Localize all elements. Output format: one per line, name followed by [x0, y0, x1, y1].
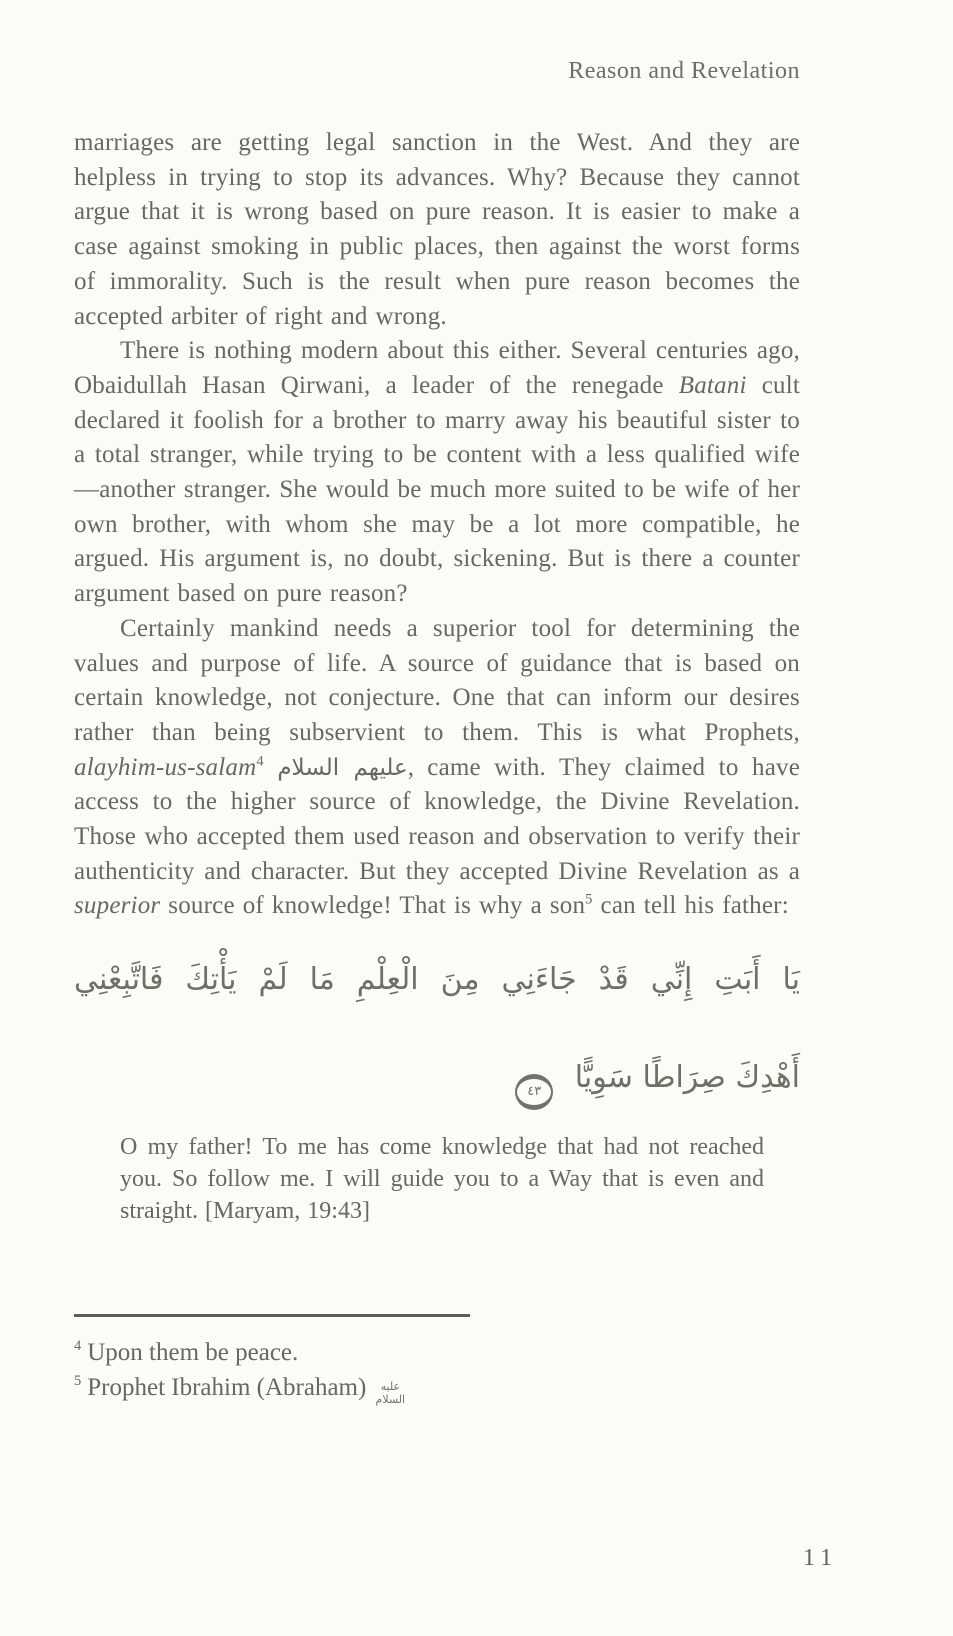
text-segment: can tell his father: [592, 892, 789, 920]
text-segment: marriages are getting legal sanction in the West. And they are helpless in trying to stop its advances. Why? Because they cannot argue that it is wrong based on pure reason. It is easier to make a case against smoking in public places, then against the worst forms of immorality. Such is the result when pure reason becomes the accepted arbiter of right and wrong. [74, 129, 800, 330]
running-header: Reason and Revelation [568, 58, 800, 84]
text-segment: Batani [678, 371, 747, 399]
footnote [74, 1370, 800, 1407]
honorific-seal: عليه السلام [375, 1379, 406, 1406]
text-segment: cult declared it foolish for a brother to marry away his beautiful sister to a total stranger, while trying to be content with a less qualified wife—another stranger. She would be much more suited to be wife of her own brother, with whom she may be a lot more compatible, he argued. His argument is, no doubt, sickening. But is there a counter argument based on pure reason? [74, 371, 800, 608]
text-segment: Certainly mankind needs a superior tool for determining the values and purpose of life. A source of guidance that is based on certain knowledge, not conjecture. One that can inform our desires rather than being subservient to them. This is what Prophets, [74, 614, 800, 746]
body-paragraph [74, 126, 800, 334]
footnote-text: Prophet Ibrahim (Abraham) [87, 1373, 367, 1401]
page-number: 11 [803, 1545, 839, 1571]
inline-arabic-honorific: عليهم السلام [277, 754, 408, 781]
footnote-reference: 4 [256, 753, 264, 770]
quran-verse-block [74, 946, 800, 1227]
footnote-reference: 5 [585, 892, 593, 909]
body-paragraph [74, 612, 800, 924]
text-segment: superior [74, 892, 161, 920]
text-segment: , came with. They claimed to have access to the higher source of knowledge, the Divine Revelation. Those who accepted them used reason and observation to verify their authenticity and character. But they accepted Divine Revelation as a [74, 753, 801, 885]
text-segment [264, 754, 278, 781]
body-paragraph [74, 334, 800, 612]
text-segment: There is nothing modern about this either. Several centuries ago, Obaidullah Hasan Qirwani, a leader of the renegade [74, 337, 800, 399]
ayah-end-marker-icon: ٤٣ [515, 1074, 553, 1110]
verse-translation: O my father! To me has come knowledge that had not reached you. So follow me. I will guide you to a Way that is even and straight. [Maryam, 19:43] [120, 1134, 764, 1224]
footnote [74, 1335, 800, 1370]
text-segment: alayhim-us-salam [74, 753, 257, 781]
quran-verse-arabic-line-2-text: أَهْدِكَ صِرَاطًا سَوِيًّا [574, 1060, 800, 1096]
footnote-marker: 5 [74, 1373, 82, 1390]
quran-verse-arabic-line-2 [74, 1044, 800, 1112]
quran-verse-arabic-line-1: يَا أَبَتِ إِنِّي قَدْ جَاءَنِي مِنَ الْعِلْمِ مَا لَمْ يَأْتِكَ فَاتَّبِعْنِي [74, 962, 800, 998]
footnote-text: Upon them be peace. [87, 1338, 299, 1366]
text-segment: source of knowledge! That is why a son [160, 892, 586, 920]
footnotes [74, 1335, 800, 1407]
footnote-marker: 4 [74, 1338, 82, 1355]
body-text [74, 126, 800, 924]
footnote-separator [74, 1314, 470, 1317]
